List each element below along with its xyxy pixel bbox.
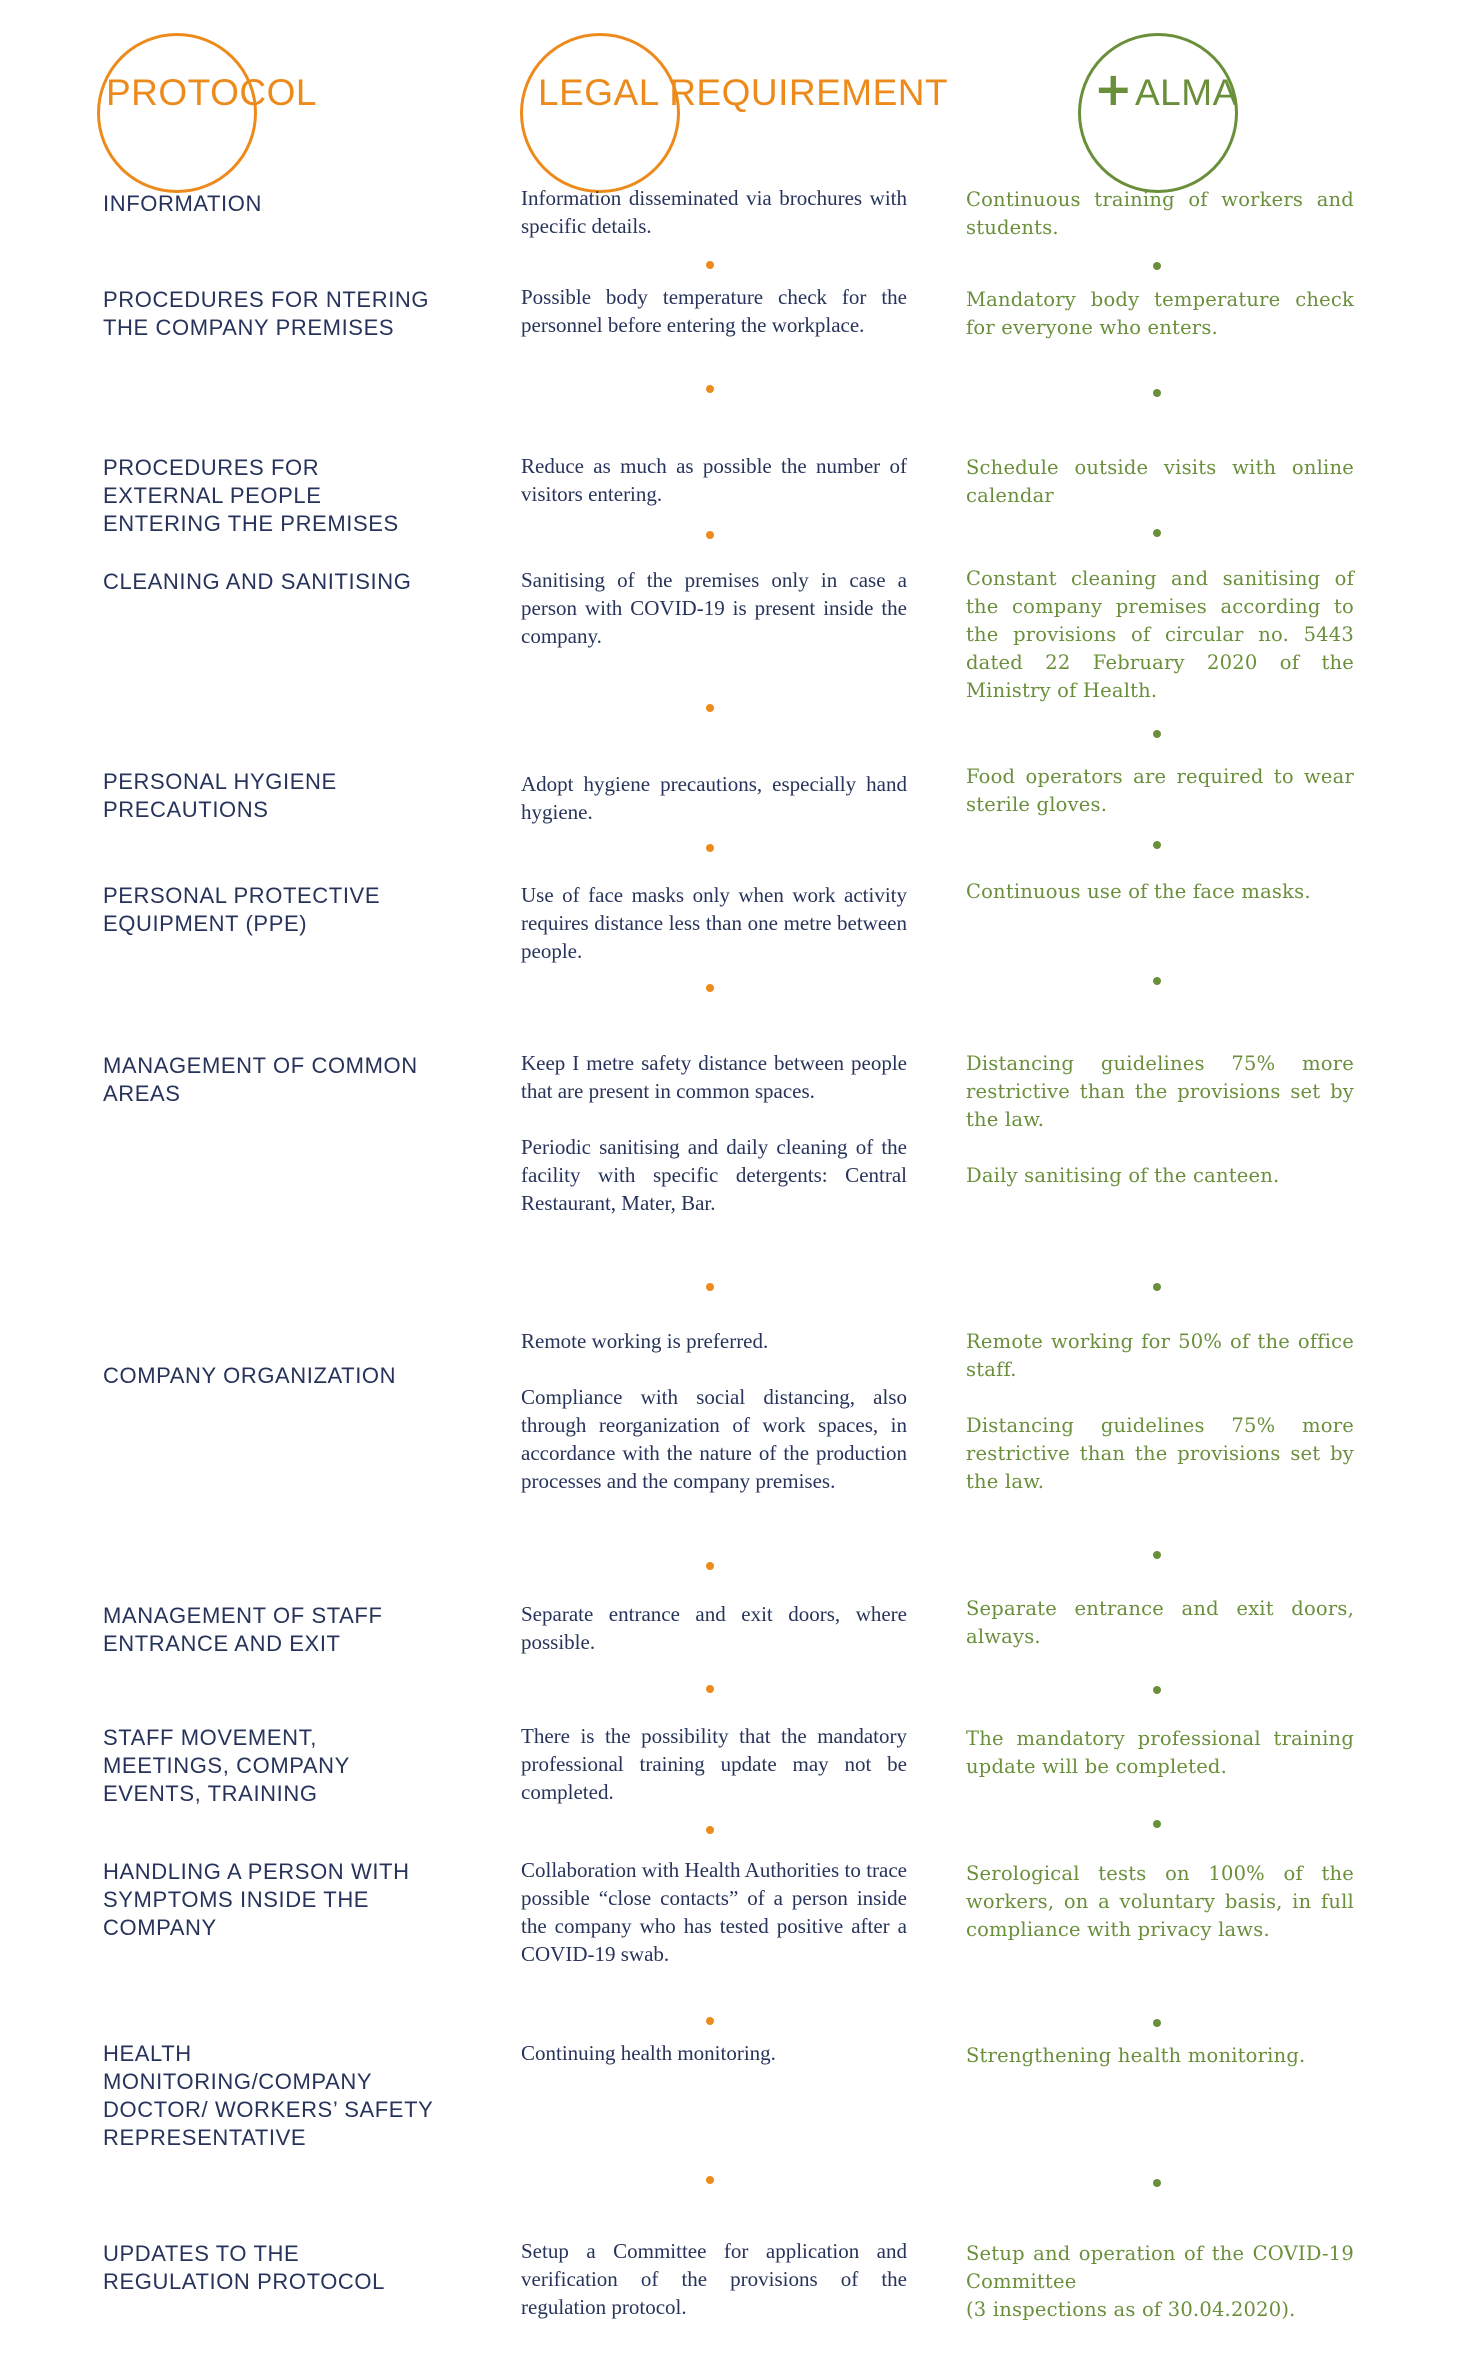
- alma-ppe: [966, 878, 1354, 906]
- separator-dot: [1153, 2019, 1161, 2027]
- alma-updates: [966, 2240, 1354, 2324]
- separator-dot: [706, 1685, 714, 1693]
- protocol-company-organization: COMPANY ORGANIZATION: [103, 1363, 397, 1388]
- alma-text: Serological tests on 100% of the workers, on a voluntary basis, in full compliance with privacy laws.: [966, 1862, 1354, 1941]
- legal-text: Separate entrance and exit doors, where possible.: [521, 1602, 907, 1654]
- legal-text: There is the possibility that the mandatory professional training update may not be completed.: [521, 1724, 907, 1804]
- separator-dot: [1153, 529, 1161, 537]
- protocol-staff-movement: STAFF MOVEMENT, MEETINGS, COMPANY EVENTS, TRAINING: [103, 1725, 350, 1806]
- separator-dot: [1153, 1283, 1161, 1291]
- separator-dot: [706, 2176, 714, 2184]
- legal-ppe: [521, 881, 907, 965]
- alma-company-organization: [966, 1328, 1354, 1496]
- legal-company-organization: [521, 1327, 907, 1495]
- legal-text: Possible body temperature check for the personnel before entering the workplace.: [521, 285, 907, 337]
- alma-common-areas: [966, 1050, 1354, 1190]
- separator-dot: [1153, 977, 1161, 985]
- legal-text: Keep I metre safety distance between people that are present in common spaces.: [521, 1051, 907, 1103]
- alma-text: Distancing guidelines 75% more restrictive than the provisions set by the law.: [966, 1052, 1354, 1131]
- alma-text: The mandatory professional training update will be completed.: [966, 1727, 1354, 1778]
- legal-header: LEGAL REQUIREMENT: [538, 72, 949, 113]
- separator-dot: [706, 385, 714, 393]
- protocol-hygiene: PERSONAL HYGIENE PRECAUTIONS: [103, 769, 337, 822]
- protocol-entering-premises: PROCEDURES FOR NTERING THE COMPANY PREMISES: [103, 287, 430, 340]
- alma-text: Constant cleaning and sanitising of the company premises according to the provisions of circular no. 5443 dated 22 February 2020 of the Ministry of Health.: [966, 567, 1354, 702]
- alma-symptoms: [966, 1860, 1354, 1944]
- separator-dot: [706, 2017, 714, 2025]
- alma-text: Daily sanitising of the canteen.: [966, 1164, 1280, 1187]
- plus-icon: +: [1094, 62, 1133, 116]
- legal-text: Collaboration with Health Authorities to trace possible “close contacts” of a person inside the company who has tested positive after a COVID-19 swab.: [521, 1858, 907, 1966]
- alma-information: [966, 186, 1354, 242]
- legal-text: Use of face masks only when work activity requires distance less than one metre between people.: [521, 883, 907, 963]
- alma-header: ALMA: [1135, 72, 1238, 113]
- alma-staff-movement: [966, 1725, 1354, 1781]
- legal-text: Periodic sanitising and daily cleaning of the facility with specific detergents: Central Restaurant, Mater, Bar.: [521, 1135, 907, 1215]
- protocol-health-monitoring: HEALTH MONITORING/COMPANY DOCTOR/ WORKERS’ SAFETY REPRESENTATIVE: [103, 2041, 433, 2150]
- legal-hygiene: [521, 770, 907, 826]
- separator-dot: [706, 1283, 714, 1291]
- legal-common-areas: [521, 1049, 907, 1217]
- separator-dot: [1153, 389, 1161, 397]
- legal-updates: [521, 2237, 907, 2321]
- separator-dot: [706, 984, 714, 992]
- separator-dot: [706, 1562, 714, 1570]
- protocol-symptoms: HANDLING A PERSON WITH SYMPTOMS INSIDE THE COMPANY: [103, 1859, 410, 1940]
- legal-text: Setup a Committee for application and verification of the provisions of the regulation protocol.: [521, 2239, 907, 2319]
- legal-health-monitoring: [521, 2039, 907, 2067]
- legal-external-people: [521, 452, 907, 508]
- separator-dot: [1153, 730, 1161, 738]
- protocol-cleaning: CLEANING AND SANITISING: [103, 569, 412, 594]
- legal-text: Adopt hygiene precautions, especially hand hygiene.: [521, 772, 907, 824]
- legal-text: Continuing health monitoring.: [521, 2041, 776, 2065]
- alma-text: Schedule outside visits with online calendar: [966, 456, 1354, 507]
- legal-text: Reduce as much as possible the number of visitors entering.: [521, 454, 907, 506]
- alma-text: (3 inspections as of 30.04.2020).: [966, 2298, 1296, 2321]
- alma-text: Mandatory body temperature check for everyone who enters.: [966, 288, 1354, 339]
- separator-dot: [706, 261, 714, 269]
- alma-text: Continuous use of the face masks.: [966, 880, 1311, 903]
- legal-cleaning: [521, 566, 907, 650]
- protocol-updates: UPDATES TO THE REGULATION PROTOCOL: [103, 2241, 385, 2294]
- separator-dot: [1153, 1686, 1161, 1694]
- alma-hygiene: [966, 763, 1354, 819]
- protocol-information: INFORMATION: [103, 191, 262, 216]
- alma-text: Separate entrance and exit doors, always.: [966, 1597, 1354, 1648]
- alma-cleaning: [966, 565, 1354, 705]
- separator-dot: [706, 704, 714, 712]
- alma-external-people: [966, 454, 1354, 510]
- protocol-common-areas: MANAGEMENT OF COMMON AREAS: [103, 1053, 418, 1106]
- legal-staff-movement: [521, 1722, 907, 1806]
- legal-symptoms: [521, 1856, 907, 1968]
- alma-text: Food operators are required to wear sterile gloves.: [966, 765, 1354, 816]
- alma-entering-premises: [966, 286, 1354, 342]
- protocol-ppe: PERSONAL PROTECTIVE EQUIPMENT (PPE): [103, 883, 381, 936]
- alma-text: Remote working for 50% of the office staff.: [966, 1330, 1354, 1381]
- alma-text: Continuous training of workers and students.: [966, 188, 1354, 239]
- protocol-header: PROTOCOL: [106, 72, 317, 113]
- legal-staff-entrance: [521, 1600, 907, 1656]
- alma-text: Distancing guidelines 75% more restrictive than the provisions set by the law.: [966, 1414, 1354, 1493]
- legal-information: [521, 184, 907, 240]
- separator-dot: [706, 1826, 714, 1834]
- legal-text: Remote working is preferred.: [521, 1329, 769, 1353]
- separator-dot: [1153, 1551, 1161, 1559]
- alma-staff-entrance: [966, 1595, 1354, 1651]
- separator-dot: [1153, 262, 1161, 270]
- protocol-staff-entrance: MANAGEMENT OF STAFF ENTRANCE AND EXIT: [103, 1603, 383, 1656]
- legal-text: Compliance with social distancing, also through reorganization of work spaces, in accordance with the nature of the production processes and the company premises.: [521, 1385, 907, 1493]
- separator-dot: [706, 531, 714, 539]
- alma-health-monitoring: [966, 2042, 1354, 2070]
- separator-dot: [1153, 841, 1161, 849]
- legal-text: Sanitising of the premises only in case a person with COVID-19 is present inside the company.: [521, 568, 907, 648]
- separator-dot: [1153, 1820, 1161, 1828]
- separator-dot: [1153, 2179, 1161, 2187]
- legal-entering-premises: [521, 283, 907, 339]
- alma-text: Strengthening health monitoring.: [966, 2044, 1306, 2067]
- separator-dot: [706, 844, 714, 852]
- legal-text: Information disseminated via brochures with specific details.: [521, 186, 907, 238]
- protocol-external-people: PROCEDURES FOR EXTERNAL PEOPLE ENTERING THE PREMISES: [103, 455, 399, 536]
- alma-text: Setup and operation of the COVID-19 Committee: [966, 2242, 1354, 2293]
